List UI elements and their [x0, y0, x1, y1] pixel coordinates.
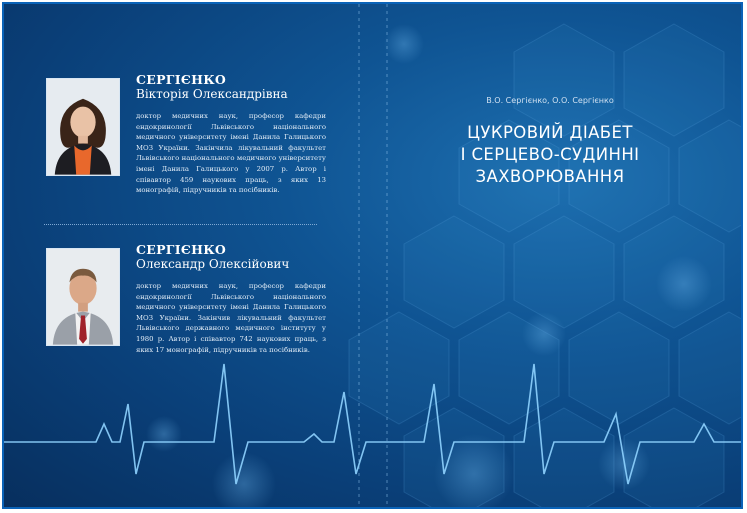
author-photo: [46, 78, 120, 176]
author-photo: [46, 248, 120, 346]
title-line: ЦУКРОВИЙ ДІАБЕТ: [467, 123, 633, 142]
front-authors: В.О. Сергієнко, О.О. Сергієнко: [486, 96, 614, 105]
front-cover: [359, 4, 741, 507]
author-given-names: Вікторія Олександрівна: [136, 87, 288, 101]
author-info: [136, 72, 326, 196]
back-cover: [4, 4, 359, 507]
author-surname: СЕРГІЄНКО: [136, 72, 227, 87]
man-portrait-icon: [47, 249, 119, 345]
author-bio: доктор медичних наук, професор кафедри ендокринології Львівського національного медичного університету імені Данила Галицького МОЗ України. Закінчив лікувальний факультет Львівського державного медичного інституту у 1980 р. Автор і співавтор 742 наукових праць, з яких 17 монографій, підручників та посібників.: [136, 282, 326, 354]
author-bio: доктор медичних наук, професор кафедри ендокринології Львівського національного медичного університету імені Данила Галицького МОЗ України. Закінчила лікувальний факультет Львівського національного медичного університету імені Данила Галицького у 2007 р. Автор і співавтор 459 наукових праць, з яких 13 монографій, підручників та посібників.: [136, 112, 326, 195]
woman-portrait-icon: [47, 79, 119, 175]
author-surname: СЕРГІЄНКО: [136, 242, 227, 257]
book-cover: [2, 2, 743, 509]
separator: [44, 224, 317, 225]
book-title: [359, 122, 741, 188]
title-line: І СЕРЦЕВО-СУДИННІ: [460, 145, 640, 164]
title-line: ЗАХВОРЮВАННЯ: [475, 167, 625, 186]
author-given-names: Олександр Олексійович: [136, 257, 290, 271]
author-info: [136, 242, 326, 355]
